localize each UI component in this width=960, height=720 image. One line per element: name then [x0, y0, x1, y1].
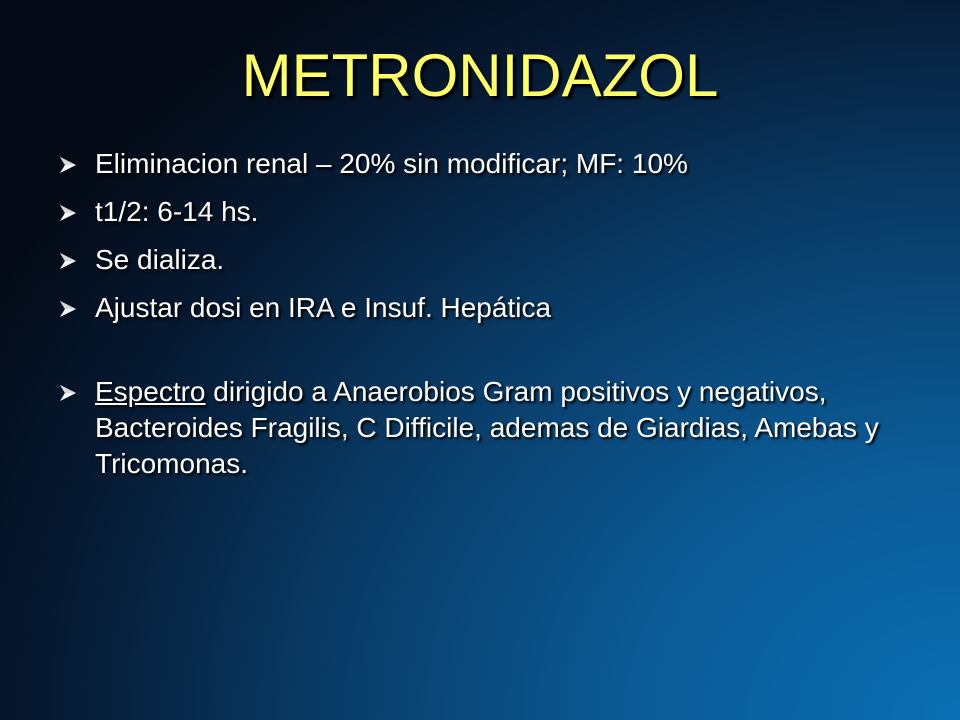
bullet-renal-elimination — [58, 146, 908, 182]
bullet-list — [58, 146, 908, 494]
arrowhead-bullet-icon — [58, 383, 78, 403]
bullet-text: t1/2: 6-14 hs. — [95, 196, 259, 227]
spectrum-label: Espectro — [95, 376, 206, 407]
arrowhead-bullet-icon — [58, 203, 78, 223]
arrowhead-bullet-icon — [58, 155, 78, 175]
bullet-half-life — [58, 194, 908, 230]
slide-title: METRONIDAZOL — [241, 42, 719, 109]
bullet-dose-adjustment — [58, 290, 908, 326]
bullet-text: Eliminacion renal – 20% sin modificar; MF: 10% — [95, 148, 688, 179]
bullet-dialysis — [58, 242, 908, 278]
bullet-spectrum — [58, 374, 908, 482]
bullet-text: Se dializa. — [95, 244, 225, 275]
arrowhead-bullet-icon — [58, 251, 78, 271]
bullet-text: Ajustar dosi en IRA e Insuf. Hepática — [95, 292, 552, 323]
spectrum-text: dirigido a Anaerobios Gram positivos y negativos, Bacteroides Fragilis, C Difficile, ademas de Giardias, Amebas y Tricomonas. — [95, 376, 879, 479]
arrowhead-bullet-icon — [58, 299, 78, 319]
